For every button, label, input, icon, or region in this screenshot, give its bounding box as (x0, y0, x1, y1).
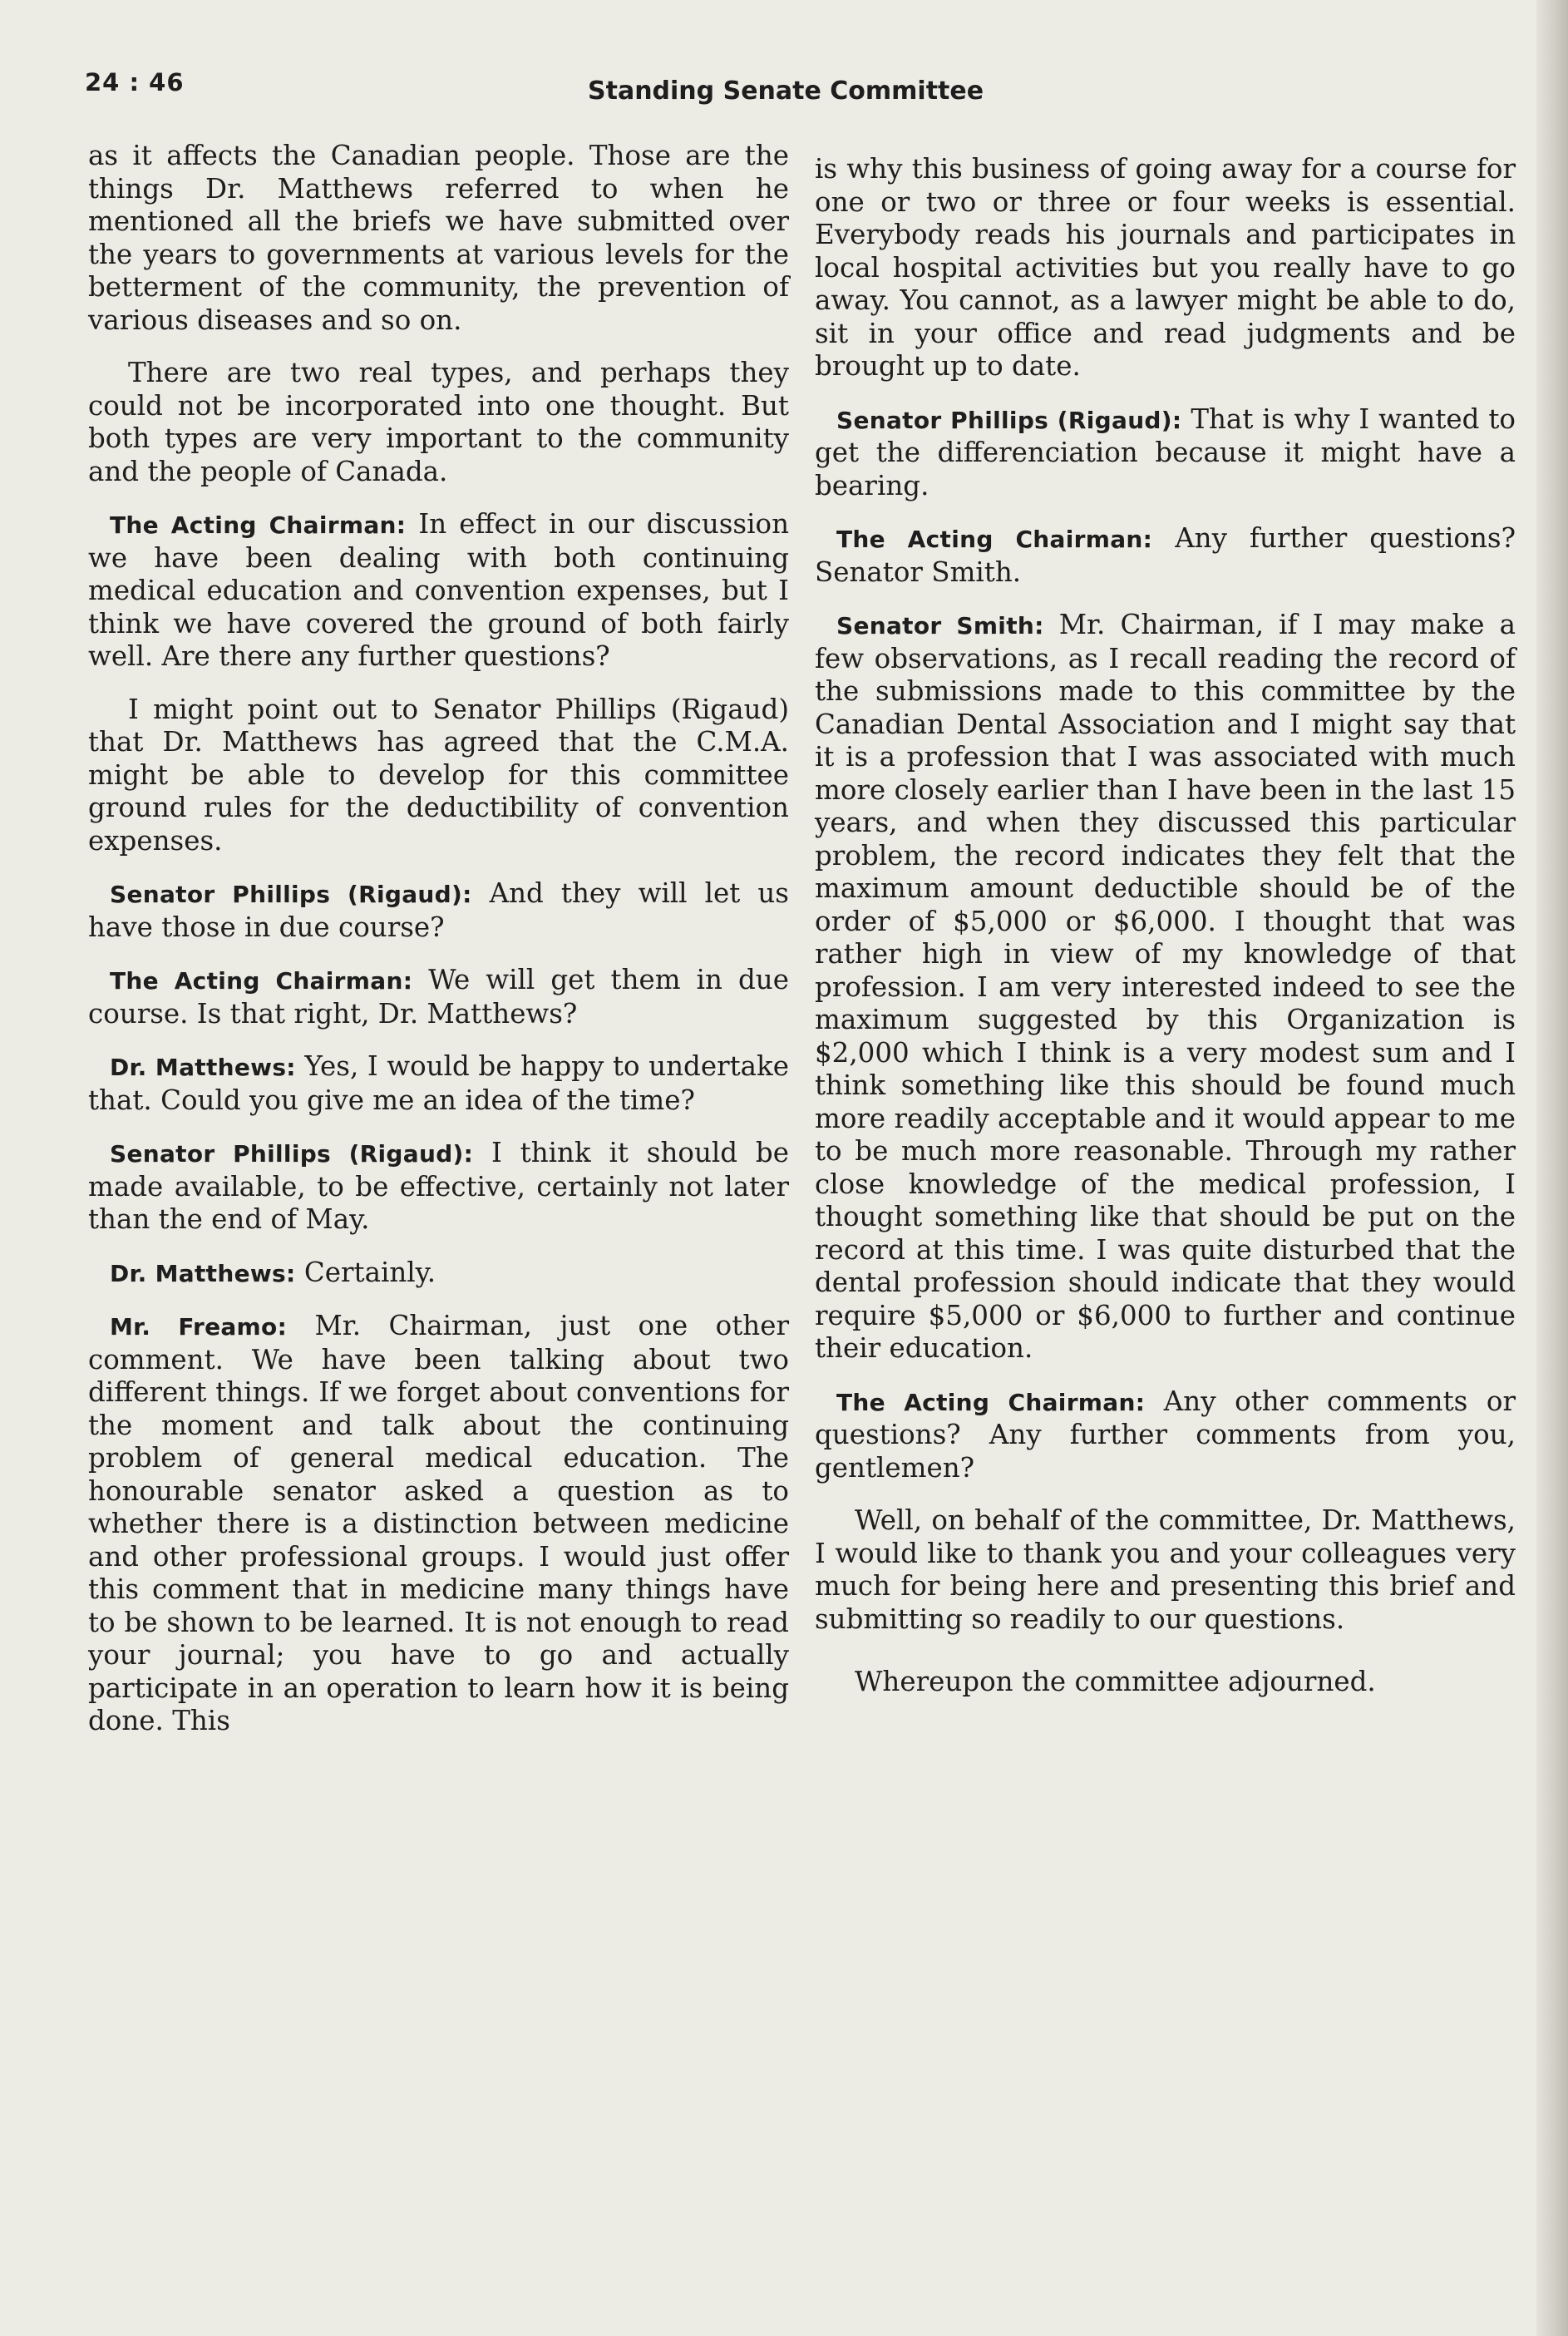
speaker-name: The Acting Chairman: (836, 1388, 1146, 1416)
page-edge-shadow (1536, 0, 1568, 2336)
paragraph (815, 609, 1516, 1366)
paragraph (88, 1137, 789, 1237)
paragraph (815, 1385, 1516, 1485)
paragraph (815, 1666, 1516, 1699)
paragraph-text: We will get them in due course. Is that right, Dr. Matthews? (88, 964, 789, 1030)
left-column (88, 140, 789, 1758)
speaker-name: Dr. Matthews: (110, 1259, 296, 1287)
speaker-name: Senator Smith: (836, 612, 1044, 640)
paragraph-text: And they will let us have those in due course? (88, 877, 789, 943)
speaker-name: Senator Phillips (Rigaud): (110, 1140, 474, 1168)
paragraph (88, 964, 789, 1030)
paragraph (815, 403, 1516, 503)
paragraph (88, 877, 789, 944)
paragraph (88, 1310, 789, 1738)
speaker-name: Dr. Matthews: (110, 1054, 296, 1081)
paragraph-text: Mr. Chairman, just one other comment. We have been talking about two different things. If we forget about conventions for the moment and talk about the continuing problem of general medical education. The honourable senator asked a question as to whether there is a distinction between medicine and other professional groups. I would just offer this comment that in medicine many things have to be shown to be learned. It is not enough to read your journal; you have to go and actually participate in an operation to learn how it is being done. This (88, 1310, 789, 1736)
speaker-name: Senator Phillips (Rigaud): (836, 406, 1182, 434)
right-column (815, 153, 1516, 1719)
paragraph (88, 357, 789, 488)
running-title: Standing Senate Committee (588, 77, 984, 106)
speaker-name: The Acting Chairman: (110, 967, 413, 995)
page-header (85, 68, 1482, 110)
paragraph (88, 1257, 789, 1291)
speaker-name: The Acting Chairman: (110, 511, 407, 539)
speaker-name: The Acting Chairman: (836, 526, 1153, 553)
speaker-name: Mr. Freamo: (110, 1313, 288, 1341)
paragraph-text: Well, on behalf of the committee, Dr. Matthews, I would like to thank you and your colleagues very much for being here and presenting this brief and submitting so readily to our questions. (815, 1504, 1516, 1635)
paragraph (815, 1504, 1516, 1636)
paragraph-text: is why this business of going away for a course for one or two or three or four weeks is essential. Everybody reads his journals and participates in local hospital activities but you really have to go away. You cannot, as a lawyer might be able to do, sit in your office and read judgments and be brought up to date. (815, 153, 1516, 382)
paragraph (88, 140, 789, 337)
paragraph (88, 508, 789, 674)
paragraph-text: I might point out to Senator Phillips (Rigaud) that Dr. Matthews has agreed that the C.M.A. might be able to develop for this committee ground rules for the deductibility of convention expenses. (88, 693, 789, 857)
page-number: 24 : 46 (85, 68, 185, 96)
paragraph-text: Yes, I would be happy to undertake that. Could you give me an idea of the time? (88, 1050, 789, 1116)
paragraph-text: Any further questions? Senator Smith. (815, 522, 1516, 588)
paragraph (815, 522, 1516, 589)
paragraph-text: That is why I wanted to get the differenciation because it might have a bearing. (815, 403, 1516, 501)
paragraph-text: There are two real types, and perhaps they could not be incorporated into one thought. But both types are very important to the community and the people of Canada. (88, 357, 789, 487)
paragraph (815, 153, 1516, 383)
paragraph-text: as it affects the Canadian people. Those are the things Dr. Matthews referred to when he mentioned all the briefs we have submitted over the years to governments at various levels for the betterment of the community, the prevention of various diseases and so on. (88, 140, 789, 336)
paragraph (88, 694, 789, 858)
paragraph (88, 1050, 789, 1117)
paragraph-text: I think it should be made available, to be effective, certainly not later than the end of May. (88, 1137, 789, 1235)
paragraph-text: In effect in our discussion we have been dealing with both continuing medical education and convention expenses, but I think we have covered the ground of both fairly well. Are there any further questions? (88, 508, 790, 672)
paragraph-text: Mr. Chairman, if I may make a few observations, as I recall reading the record of the submissions made to this committee by the Canadian Dental Association and I might say that it is a profession that I was associated with much more closely earlier than I have been in the last 15 years, and when they discussed this particular problem, the record indicates they felt that the maximum amount deductible should be of the order of $5,000 or $6,000. I thought that was rather high in view of my knowledge of that profession. I am very interested indeed to see the maximum suggested by this Organization is $2,000 which I think is a very modest sum and I think something like this should be found much more readily acceptable and it would appear to me to be much more reasonable. Through my rather close knowledge of the medical profession, I thought something like that should be put on the record at this time. I was quite disturbed that the dental profession should indicate that they would require $5,000 or $6,000 to further and continue their education. (815, 609, 1516, 1364)
paragraph-text: Certainly. (303, 1256, 436, 1288)
paragraph-text: Whereupon the committee adjourned. (855, 1666, 1376, 1697)
paragraph-text: Any other comments or questions? Any further comments from you, gentlemen? (815, 1385, 1516, 1484)
speaker-name: Senator Phillips (Rigaud): (110, 881, 472, 908)
